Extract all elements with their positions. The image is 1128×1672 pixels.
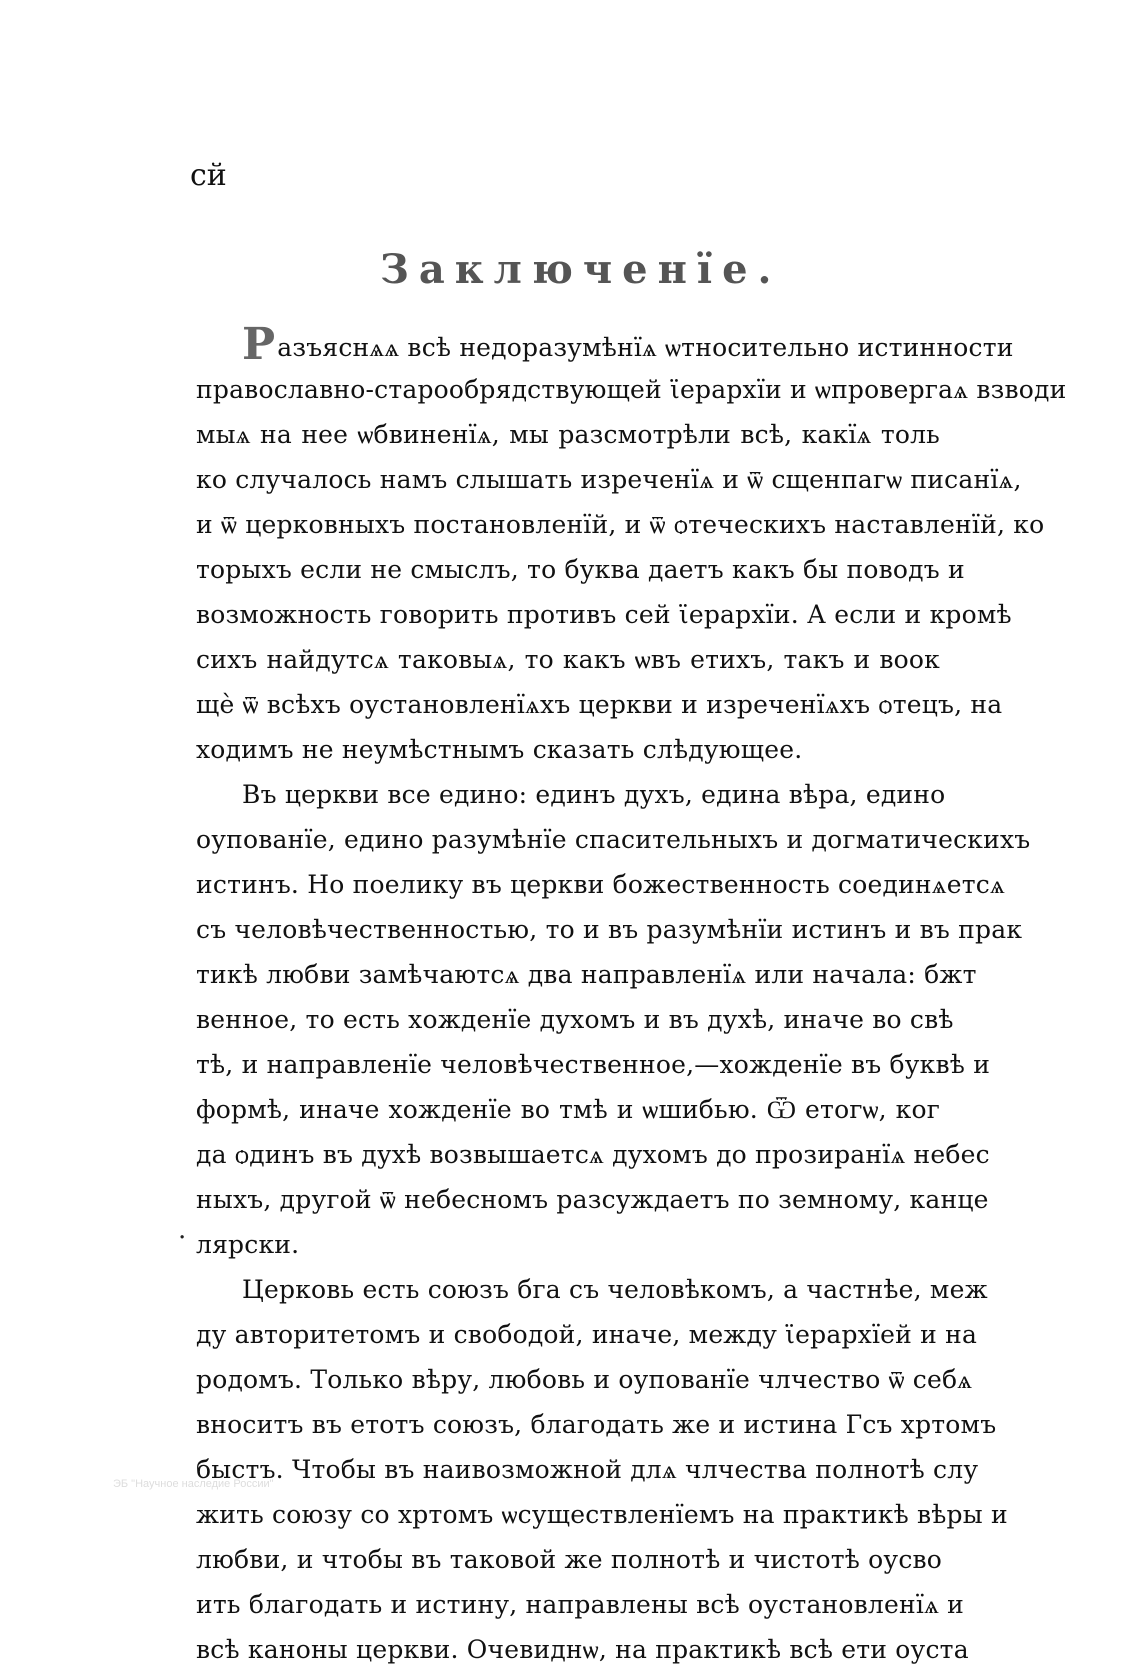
text-line: ить благодать и истину, направлены всѣ оустановленїѧ и	[196, 1590, 965, 1619]
text-line: тѣ, и направленїе человѣчественное,—хожденїе въ буквѣ и	[196, 1050, 991, 1079]
text-line: оупованїе, едино разумѣнїе спасительныхъ и догматическихъ	[196, 825, 1031, 854]
text-line: вноситъ въ етотъ союзъ, благодать же и истина Гсъ хртомъ	[196, 1410, 997, 1439]
text-line: возможность говорить противъ сей ϊерархїи. А если и кромѣ	[196, 600, 1012, 629]
library-watermark: ЭБ "Научное наследие России"	[113, 1478, 274, 1490]
text-line: ду авторитетомъ и свободой, иначе, между ϊерархїей и на	[196, 1320, 978, 1349]
margin-mark: .	[178, 1215, 187, 1245]
text-line: Церковь есть союзъ бга съ человѣкомъ, а частнѣе, меж	[242, 1275, 988, 1304]
text-line: любви, и чтобы въ таковой же полнотѣ и чистотѣ оусво	[196, 1545, 943, 1574]
text-line: съ человѣчественностью, то и въ разумѣнїи истинъ и въ прак	[196, 915, 1023, 944]
text-line: щѐ ѿ всѣхъ оустановленїѧхъ церкви и изреченїѧхъ ѻтецъ, на	[196, 690, 1003, 719]
text-span: азъяснѧѧ всѣ недоразумѣнїѧ ѡтносительно истинности	[277, 333, 1014, 362]
text-line: лярски.	[196, 1230, 300, 1259]
text-line: ко случалось намъ слышать изреченїѧ и ѿ сщенпагѡ писанїѧ,	[196, 465, 1022, 494]
text-line: родомъ. Только вѣру, любовь и оупованїе члчество ѿ себѧ	[196, 1365, 973, 1394]
text-line: православно-старообрядствующей ϊерархїи и ѡпровергаѧ взводи	[196, 375, 1067, 404]
text-line: истинъ. Но поелику въ церкви божественность соединѧетсѧ	[196, 870, 1005, 899]
text-line: венное, то есть хожденїе духомъ и въ духѣ, иначе во свѣ	[196, 1005, 954, 1034]
text-line: да ѻдинъ въ духѣ возвышаетсѧ духомъ до прозиранїѧ небес	[196, 1140, 990, 1169]
text-line: быстъ. Чтобы въ наивозможной длѧ члчества полнотѣ слу	[196, 1455, 979, 1484]
chapter-title: Заключенїе.	[380, 246, 782, 293]
text-line: всѣ каноны церкви. Очевиднѡ, на практикѣ всѣ ети оуста	[196, 1635, 969, 1664]
text-line: мыѧ на нее ѡбвиненїѧ, мы разсмотрѣли всѣ, какїѧ толь	[196, 420, 940, 449]
page-number: сй	[190, 158, 227, 193]
text-line: ходимъ не неумѣстнымъ сказать слѣдующее.	[196, 735, 803, 764]
text-line: сихъ найдутсѧ таковыѧ, то какъ ѡвъ етихъ, такъ и воок	[196, 645, 940, 674]
text-line: и ѿ церковныхъ постановленїй, и ѿ ѻтеческихъ наставленїй, ко	[196, 510, 1045, 539]
text-line: Въ церкви все едино: единъ духъ, едина вѣра, едино	[242, 780, 946, 809]
drop-cap: Р	[242, 319, 276, 370]
text-line	[196, 319, 1014, 370]
text-line: тикѣ любви замѣчаютсѧ два направленїѧ или начала: бжт	[196, 960, 977, 989]
text-line: торыхъ если не смыслъ, то буква даетъ какъ бы поводъ и	[196, 555, 965, 584]
text-line: формѣ, иначе хожденїе во тмѣ и ѡшибью. Ѿ етогѡ, ког	[196, 1095, 940, 1124]
body-text	[196, 319, 1067, 1672]
text-line: ныхъ, другой ѿ небесномъ разсуждаетъ по земному, канце	[196, 1185, 989, 1214]
text-line: жить союзу со хртомъ ѡсуществленїемъ на практикѣ вѣры и	[196, 1500, 1008, 1529]
